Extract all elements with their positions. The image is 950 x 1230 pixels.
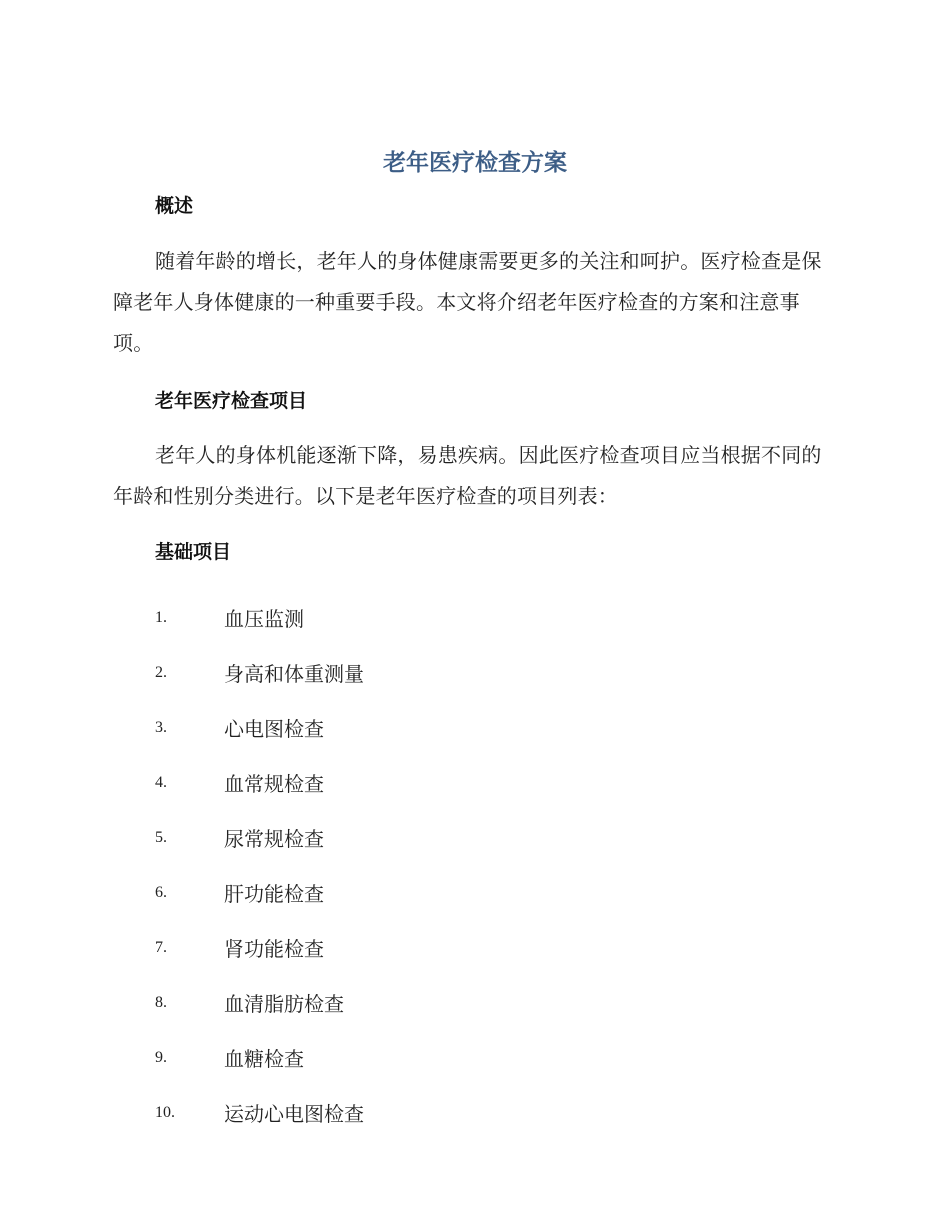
list-item-number: 9. xyxy=(155,1048,167,1066)
basic-items-list xyxy=(155,590,364,1140)
list-item xyxy=(155,1030,364,1085)
list-item xyxy=(155,700,364,755)
list-item xyxy=(155,645,364,700)
list-item-number: 3. xyxy=(155,718,167,736)
list-item-number: 7. xyxy=(155,938,167,956)
list-item xyxy=(155,590,364,645)
list-item-number: 2. xyxy=(155,663,167,681)
list-item-text: 尿常规检查 xyxy=(224,827,324,851)
list-item-text: 肝功能检查 xyxy=(224,882,324,906)
list-item xyxy=(155,920,364,975)
list-item-text: 血压监测 xyxy=(224,607,304,631)
list-item-text: 运动心电图检查 xyxy=(224,1102,364,1126)
list-item-number: 4. xyxy=(155,773,167,791)
list-item xyxy=(155,865,364,920)
document-title: 老年医疗检查方案 xyxy=(383,150,567,176)
list-item-number: 6. xyxy=(155,883,167,901)
list-item-text: 血常规检查 xyxy=(224,772,324,796)
list-item xyxy=(155,975,364,1030)
list-item-number: 1. xyxy=(155,608,167,626)
list-item-text: 身高和体重测量 xyxy=(224,662,364,686)
list-item-text: 血清脂肪检查 xyxy=(224,992,344,1016)
list-item-text: 心电图检查 xyxy=(224,717,324,741)
list-item xyxy=(155,810,364,865)
heading-exam-items: 老年医疗检查项目 xyxy=(155,390,308,412)
heading-basic-items: 基础项目 xyxy=(155,541,232,563)
list-item-text: 肾功能检查 xyxy=(224,937,324,961)
list-item-number: 10. xyxy=(155,1103,175,1121)
list-item-number: 8. xyxy=(155,993,167,1011)
heading-overview: 概述 xyxy=(155,195,194,217)
list-item-text: 血糖检查 xyxy=(224,1047,304,1071)
list-item xyxy=(155,1085,364,1140)
list-item-number: 5. xyxy=(155,828,167,846)
paragraph-exam-items: 老年人的身体机能逐渐下降，易患疾病。因此医疗检查项目应当根据不同的年龄和性别分类进行。以下是老年医疗检查的项目列表： xyxy=(113,443,822,508)
paragraph-overview: 随着年龄的增长，老年人的身体健康需要更多的关注和呵护。医疗检查是保障老年人身体健康的一种重要手段。本文将介绍老年医疗检查的方案和注意事项。 xyxy=(113,249,822,355)
list-item xyxy=(155,755,364,810)
